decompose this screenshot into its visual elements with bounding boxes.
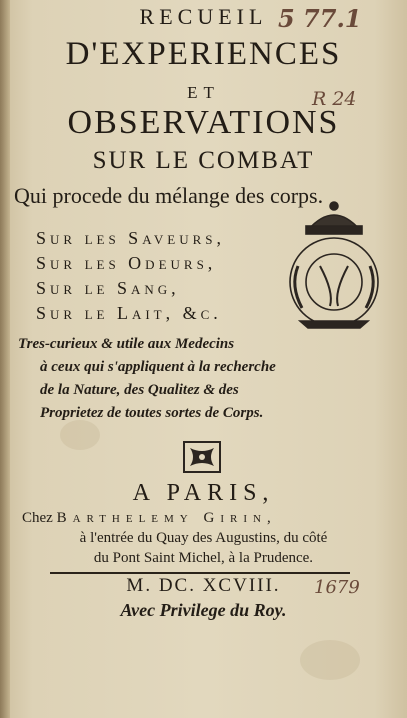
title-line-4: OBSERVATIONS bbox=[67, 104, 340, 141]
divider-rule bbox=[50, 572, 350, 574]
title-line-6: Qui procede du mélange des corps. bbox=[14, 183, 324, 208]
imprint-publisher bbox=[22, 510, 277, 527]
handwritten-mark: R 24 bbox=[312, 88, 357, 110]
imprint-address-1: à l'entrée du Quay des Augustins, du côté bbox=[79, 530, 328, 546]
library-stamp-crown-icon bbox=[270, 196, 398, 334]
title-line-1: RECUEIL bbox=[139, 4, 268, 29]
handwritten-year: 1679 bbox=[314, 577, 360, 598]
subtitle-line-2: à ceux qui s'appliquent à la recherche bbox=[40, 359, 276, 375]
title-line-3: ET bbox=[187, 83, 220, 102]
imprint-place: A PARIS, bbox=[132, 480, 275, 506]
foxing-spot bbox=[300, 640, 360, 680]
title-line-5: SUR LE COMBAT bbox=[92, 147, 315, 174]
imprint-year: M. DC. XCVIII. bbox=[126, 575, 281, 596]
topic-lait: Sur le Lait, &c. bbox=[36, 303, 222, 323]
title-line-2: D'EXPERIENCES bbox=[65, 36, 342, 72]
subtitle-line-1: Tres-curieux & utile aux Medecins bbox=[18, 336, 235, 352]
topic-saveurs: Sur les Saveurs, bbox=[36, 228, 226, 248]
subtitle-line-4: Proprietez de toutes sortes de Corps. bbox=[40, 405, 264, 421]
handwritten-shelfmark: 5 77.1 bbox=[278, 4, 362, 33]
topic-odeurs: Sur les Odeurs, bbox=[36, 253, 217, 273]
topic-sang: Sur le Sang, bbox=[36, 278, 180, 298]
imprint-address-2: du Pont Saint Michel, à la Prudence. bbox=[93, 550, 314, 566]
publisher-prefix: Chez bbox=[22, 510, 53, 526]
fleuron-ornament-icon bbox=[182, 440, 222, 474]
subtitle-line-3: de la Nature, des Qualitez & des bbox=[40, 382, 239, 398]
foxing-spot bbox=[60, 420, 100, 450]
imprint-privilege: Avec Privilege du Roy. bbox=[120, 600, 287, 620]
publisher-name: Barthelemy Girin, bbox=[56, 510, 277, 526]
